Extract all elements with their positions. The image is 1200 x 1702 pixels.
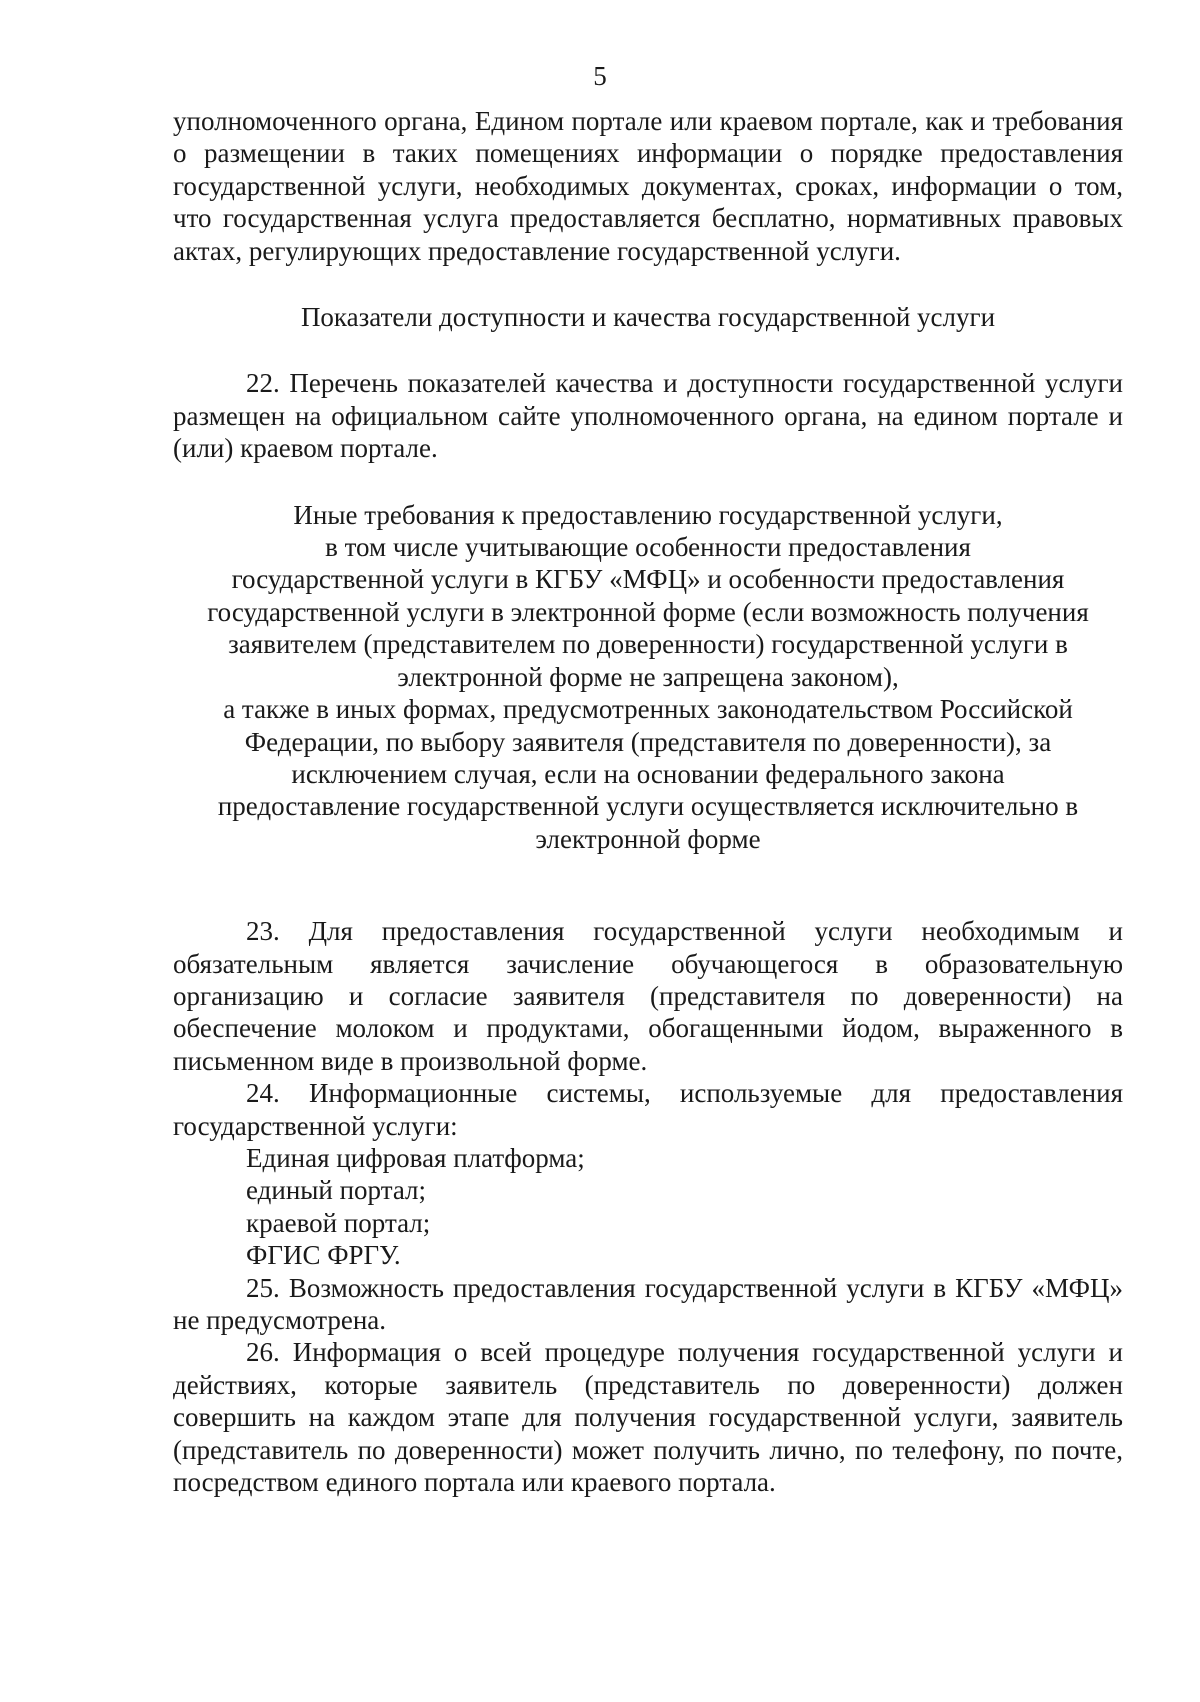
paragraph-25: 25. Возможность предоставления государственной услуги в КГБУ «МФЦ» не предусмотрена. xyxy=(173,1272,1123,1335)
list-item: Единая цифровая платформа; xyxy=(246,1142,585,1173)
heading-line: исключением случая, если на основании федерального закона xyxy=(291,758,1005,789)
paragraph-24: 24. Информационные системы, используемые для предоставления государственной услуги: xyxy=(173,1078,1123,1141)
heading-line: электронной форме xyxy=(535,823,761,854)
list-item: краевой портал; xyxy=(246,1207,431,1238)
paragraph-23: 23. Для предоставления государственной услуги необходимым и обязательным является зачисление обучающегося в образовательную организацию и согласие заявителя (представителя по доверенности) на обеспечение молоком и продуктами, обогащенными йодом, выраженного в письменном виде в произвольной форме. xyxy=(173,916,1123,1076)
page-number: 5 xyxy=(593,61,607,91)
heading-line: заявителем (представителем по доверенности) государственной услуги в xyxy=(228,629,1068,660)
paragraph-26: 26. Информация о всей процедуре получения государственной услуги и действиях, которые заявитель (представитель по доверенности) должен совершить на каждом этапе для получения государственной услуги, заявитель (представитель по доверенности) может получить лично, по телефону, по почте, посредством единого портала или краевого портала. xyxy=(173,1337,1123,1498)
heading-line: государственной услуги в электронной форме (если возможность получения xyxy=(207,596,1089,627)
heading-line: государственной услуги в КГБУ «МФЦ» и особенности предоставления xyxy=(231,564,1065,595)
heading-line: электронной форме не запрещена законом), xyxy=(397,661,899,692)
heading-line: предоставление государственной услуги осуществляется исключительно в xyxy=(217,791,1079,822)
heading-line: а также в иных формах, предусмотренных законодательством Российской xyxy=(223,694,1073,725)
list-item: единый портал; xyxy=(246,1175,427,1206)
document-body xyxy=(173,105,1123,1498)
heading-line: Федерации, по выбору заявителя (представителя по доверенности), за xyxy=(244,726,1052,757)
heading-line: в том числе учитывающие особенности предоставления xyxy=(325,532,971,563)
heading-line: Иные требования к предоставлению государственной услуги, xyxy=(293,499,1003,530)
list-item: ФГИС ФРГУ. xyxy=(246,1240,401,1271)
intro-paragraph: уполномоченного органа, Едином портале или краевом портале, как и требования о размещении в таких помещениях информации о порядке предоставления государственной услуги, необходимых документах, сроках, информации о том, что государственная услуга предоставляется бесплатно, нормативных правовых актах, регулирующих предоставление государственной услуги. xyxy=(173,106,1123,266)
paragraph-22: 22. Перечень показателей качества и доступности государственной услуги размещен на официальном сайте уполномоченного органа, на едином портале и (или) краевом портале. xyxy=(173,368,1123,464)
section-heading-quality: Показатели доступности и качества государственной услуги xyxy=(300,302,996,333)
section-heading-other-requirements xyxy=(173,499,1123,855)
